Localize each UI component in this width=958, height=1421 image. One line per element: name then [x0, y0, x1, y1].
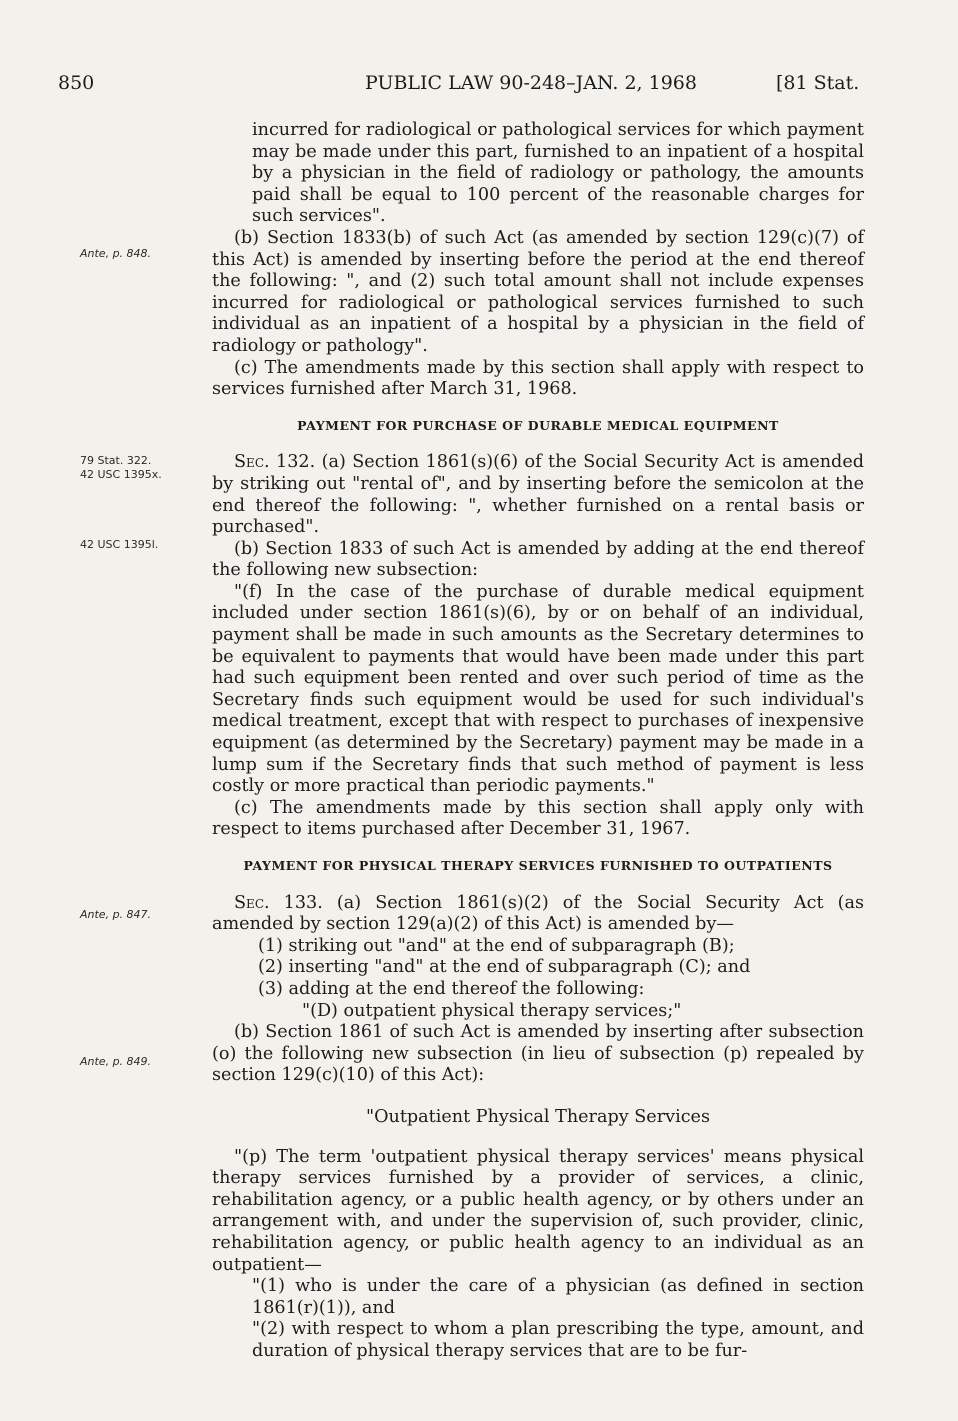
paragraph: (b) Section 1861 of such Act is amended by inserting after subsection (o) the following new subsection (in lieu of subsection (p) repealed by section 129(c)(10) of this Act): [212, 1022, 864, 1086]
statute-reference: [81 Stat. [776, 72, 860, 94]
list-item: "(D) outpatient physical therapy services;" [302, 1000, 682, 1021]
page-number: 850 [58, 72, 95, 94]
section-label: Sec. 132. [234, 452, 316, 473]
paragraph: "(f) In the case of the purchase of durable medical equipment included under section 1861(s)(6), by or on behalf of an individual, payment shall be made in such amounts as the Secretary determines to be equivalent to payments that would have been made under this part had such equipment been rented and over such period of time as the Secretary finds such equipment would be used for such individual's medical treatment, except that with respect to purchases of inexpensive equipment (as determined by the Secretary) payment may be made in a lump sum if the Secretary finds that such method of payment is less costly or more practical than periodic payments." [212, 581, 864, 797]
paragraph: (c) The amendments made by this section shall apply with respect to services furnished after March 31, 1968. [212, 357, 864, 400]
paragraph: (b) Section 1833(b) of such Act (as amended by section 129(c)(7) of this Act) is amended by inserting before the period at the end thereof the following: ", and (2) such total amount shall not include expenses incurred for radiological or pathological services furnished to such individual as an inpatient of a hospital by a physician in the field of radiology or pathology". [212, 227, 864, 356]
margin-note-42-usc-1395l: 42 USC 1395l. [80, 538, 159, 551]
paragraph: "(p) The term 'outpatient physical therapy services' means physical therapy services furnished by a provider of services, a clinic, rehabilitation agency, or a public health agency, or by others under an arrangement with, and under the supervision of, such provider, clinic, rehabilitation agency, or public health agency to an individual as an outpatient— [212, 1146, 864, 1275]
section-heading: PAYMENT FOR PHYSICAL THERAPY SERVICES FURNISHED TO OUTPATIENTS [243, 858, 833, 873]
paragraph: (c) The amendments made by this section shall apply only with respect to items purchased after December 31, 1967. [212, 797, 864, 840]
margin-note-79-stat: 79 Stat. 322. 42 USC 1395x. [80, 454, 162, 481]
section-heading: PAYMENT FOR PURCHASE OF DURABLE MEDICAL EQUIPMENT [297, 417, 779, 433]
margin-note-ante-849: Ante, p. 849. [80, 1055, 152, 1068]
page-title: PUBLIC LAW 90-248–JAN. 2, 1968 [365, 72, 697, 94]
paragraph: Sec. 133. (a) Section 1861(s)(2) of the Social Security Act (as amended by section 129(a)(2) of this Act) is amended by— [212, 892, 864, 935]
subsection-title: "Outpatient Physical Therapy Services [365, 1106, 710, 1127]
margin-note-ante-847: Ante, p. 847. [80, 908, 152, 921]
paragraph: incurred for radiological or pathological services for which payment may be made under this part, furnished to an inpatient of a hospital by a physician in the field of radiology or pathology, the amounts paid shall be equal to 100 percent of the reasonable charges for such services". [252, 120, 864, 227]
list-item: (1) striking out "and" at the end of subparagraph (B); [258, 935, 735, 956]
margin-note-ante-848: Ante, p. 848. [80, 247, 152, 260]
page-header [0, 72, 958, 102]
main-text [212, 120, 864, 1362]
paragraph: "(2) with respect to whom a plan prescribing the type, amount, and duration of physical therapy services that are to be fur- [252, 1319, 864, 1361]
paragraph: (b) Section 1833 of such Act is amended by adding at the end thereof the following new subsection: [212, 538, 864, 581]
paragraph: "(1) who is under the care of a physician (as defined in section 1861(r)(1)), and [252, 1276, 864, 1318]
list-item: (3) adding at the end thereof the following: [258, 978, 645, 999]
section-label: Sec. 133. [234, 892, 323, 913]
list-item: (2) inserting "and" at the end of subparagraph (C); and [258, 957, 751, 978]
paragraph: Sec. 132. (a) Section 1861(s)(6) of the Social Security Act is amended by striking out "rental of", and by inserting before the semicolon at the end thereof the following: ", whether furnished on a rental basis or purchased". [212, 452, 864, 538]
